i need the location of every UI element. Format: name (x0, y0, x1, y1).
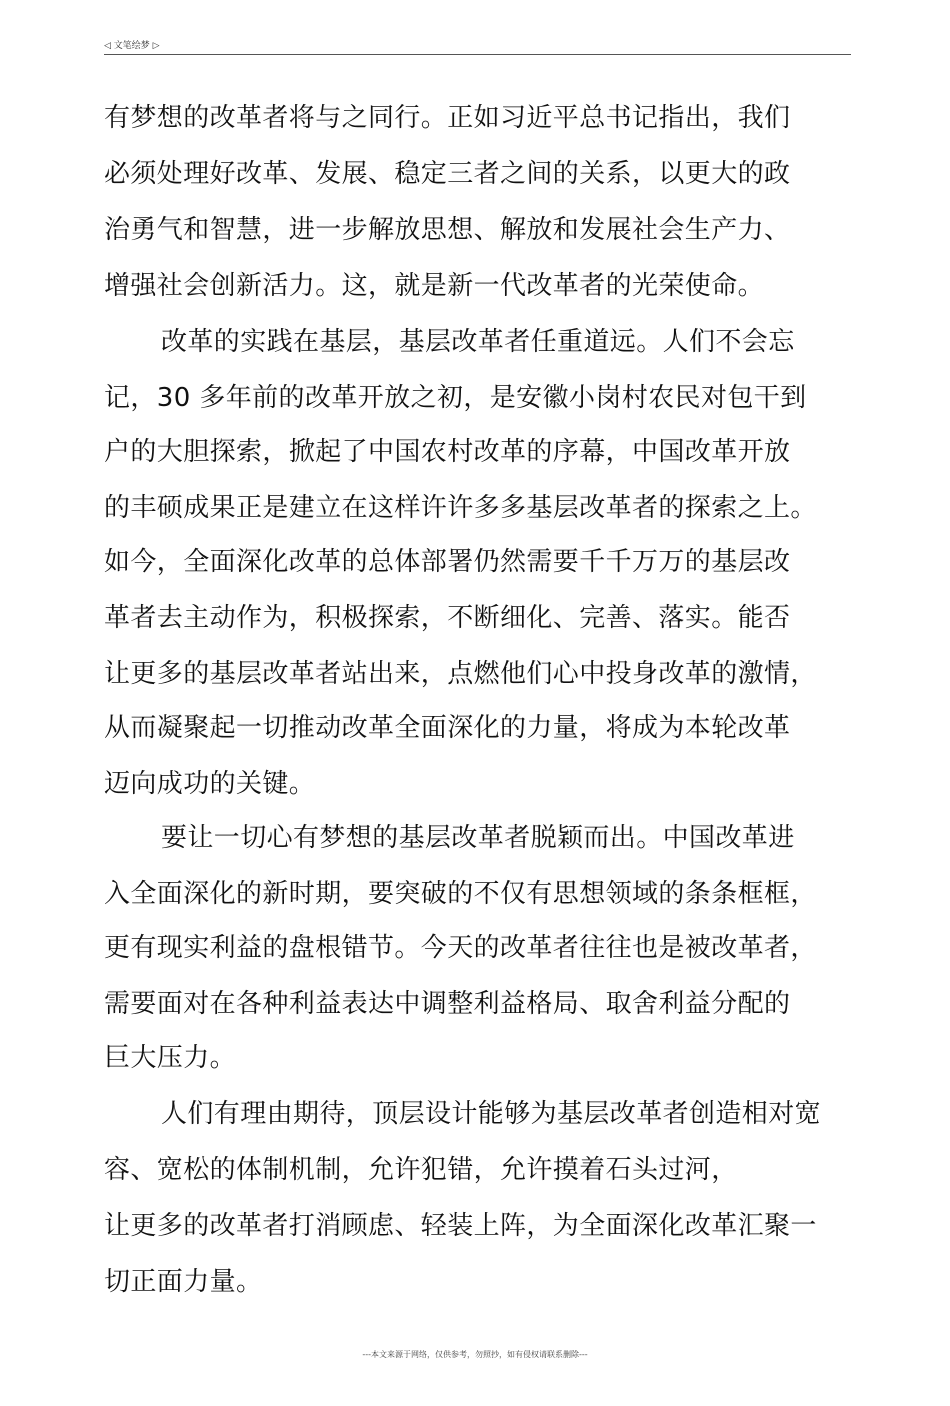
page-footer-disclaimer: ---本文来源于网络，仅供参考，勿照抄，如有侵权请联系删除--- (362, 1350, 588, 1359)
text-line: 有梦想的改革者将与之同行。正如习近平总书记指出，我们 (104, 103, 791, 133)
text-line: 切正面力量。 (104, 1267, 263, 1297)
text-line: 记，30 多年前的改革开放之初，是安徽小岗村农民对包干到 (104, 383, 807, 413)
text-line: 入全面深化的新时期，要突破的不仅有思想领域的条条框框， (104, 879, 817, 909)
paragraph-first-line: 人们有理由期待，顶层设计能够为基层改革者创造相对宽 (161, 1099, 822, 1129)
paragraph-first-line: 改革的实践在基层，基层改革者任重道远。人们不会忘 (161, 327, 795, 357)
page-header (104, 40, 851, 55)
text-line: 增强社会创新活力。这，就是新一代改革者的光荣使命。 (104, 271, 765, 301)
text-line: 巨大压力。 (104, 1043, 237, 1073)
text-line: 从而凝聚起一切推动改革全面深化的力量，将成为本轮改革 (104, 713, 791, 743)
text-line: 的丰硕成果正是建立在这样许许多多基层改革者的探索之上。 (104, 493, 817, 523)
text-line: 让更多的改革者打消顾虑、轻装上阵，为全面深化改革汇聚一 (104, 1211, 817, 1241)
text-line: 需要面对在各种利益表达中调整利益格局、取舍利益分配的 (104, 989, 791, 1019)
paragraph-first-line: 要让一切心有梦想的基层改革者脱颖而出。中国改革进 (161, 823, 795, 853)
text-line: 如今，全面深化改革的总体部署仍然需要千千万万的基层改 (104, 547, 791, 577)
text-line: 治勇气和智慧，进一步解放思想、解放和发展社会生产力、 (104, 215, 791, 245)
text-line: 更有现实利益的盘根错节。今天的改革者往往也是被改革者， (104, 933, 817, 963)
text-line: 必须处理好改革、发展、稳定三者之间的关系，以更大的政 (104, 159, 791, 189)
text-line: 革者去主动作为，积极探索，不断细化、完善、落实。能否 (104, 603, 791, 633)
text-line: 迈向成功的关键。 (104, 769, 316, 799)
text-line: 户的大胆探索，掀起了中国农村改革的序幕，中国改革开放 (104, 437, 791, 467)
text-line: 让更多的基层改革者站出来，点燃他们心中投身改革的激情， (104, 659, 817, 689)
header-logo-text: ◁ 文笔绘梦 ▷ (104, 41, 160, 51)
text-line: 容、宽松的体制机制，允许犯错，允许摸着石头过河， (104, 1155, 738, 1185)
